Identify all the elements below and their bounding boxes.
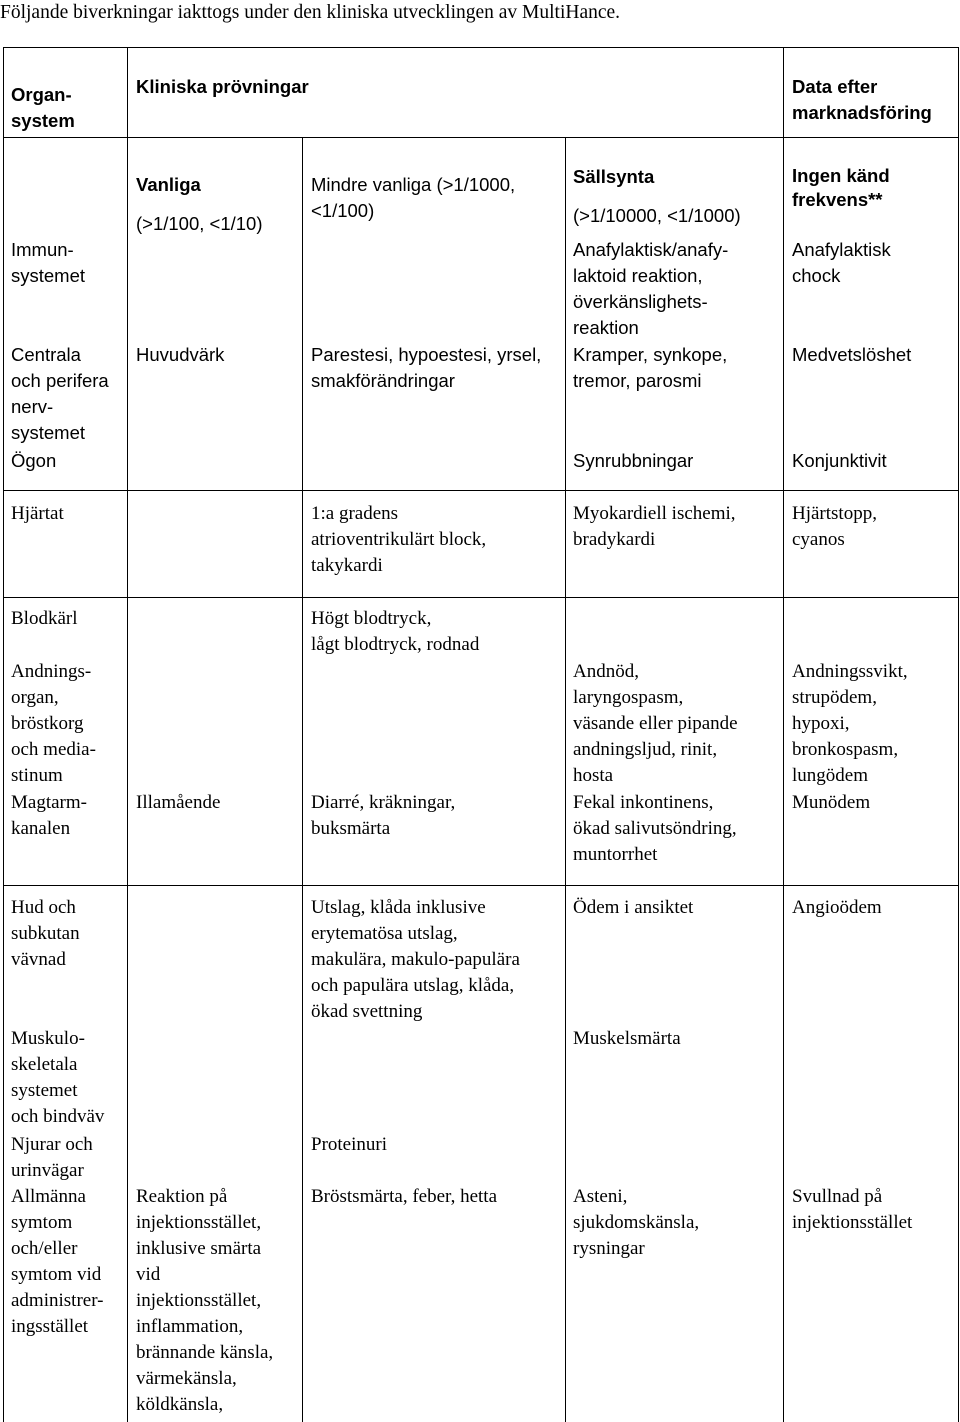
organ-eyes: Ögon (11, 450, 57, 471)
immune-unknown: Anafylaktisk chock (792, 239, 891, 286)
gi-common: Illamående (136, 792, 221, 813)
freq-uncommon: Mindre vanliga (>1/1000, <1/100) (311, 174, 516, 221)
intro-text: Följande biverkningar iakttogs under den kliniska utvecklingen av MultiHance. (0, 2, 621, 23)
column-divider-uncommon (565, 137, 566, 1422)
eyes-rare: Synrubbningar (573, 450, 694, 471)
organ-heart: Hjärtat (11, 503, 64, 524)
respiratory-unknown: Andningssvikt, strupödem, hypoxi, bronkospasm, lungödem (792, 661, 908, 786)
freq-rare-range: (>1/10000, <1/1000) (573, 205, 741, 226)
row-divider-heart-vessels (3, 597, 959, 598)
header-clinical-trials: Kliniska prövningar (136, 76, 309, 97)
general-rare: Asteni, sjukdomskänsla, rysningar (573, 1186, 700, 1259)
gi-unknown: Munödem (792, 792, 871, 813)
freq-common-title: Vanliga (136, 174, 201, 195)
heart-unknown: Hjärtstopp, cyanos (792, 503, 877, 550)
immune-rare: Anafylaktisk/anafy- laktoid reaktion, överkänslighets- reaktion (573, 239, 729, 338)
nervous-common: Huvudvärk (136, 344, 225, 365)
freq-common-range: (>1/100, <1/10) (136, 213, 263, 234)
organ-skin: Hud och subkutan vävnad (11, 897, 80, 970)
renal-uncommon: Proteinuri (311, 1134, 387, 1155)
organ-immune: Immun- systemet (11, 239, 86, 286)
gi-uncommon: Diarré, kräkningar, buksmärta (311, 792, 456, 839)
organ-nervous: Centrala och perifera nerv- systemet (11, 344, 109, 443)
nervous-unknown: Medvetslöshet (792, 344, 912, 365)
freq-unknown: Ingen känd frekvens** (792, 165, 890, 210)
organ-vessels: Blodkärl (11, 608, 78, 629)
respiratory-rare: Andnöd, laryngospasm, väsande eller pipande andningsljud, rinit, hosta (573, 661, 738, 786)
column-divider-postmarket (783, 47, 784, 1422)
row-divider-gi-skin (3, 885, 959, 886)
gi-rare: Fekal inkontinens, ökad salivutsöndring, muntorrhet (573, 792, 737, 865)
general-unknown: Svullnad på injektionsstället (792, 1186, 913, 1233)
organ-musculoskeletal: Muskulo- skeletala systemet och bindväv (11, 1028, 105, 1127)
general-uncommon: Bröstsmärta, feber, hetta (311, 1186, 498, 1207)
table-border-top (3, 47, 959, 48)
column-divider-common (302, 137, 303, 1422)
vessels-uncommon: Högt blodtryck, lågt blodtryck, rodnad (311, 608, 480, 655)
nervous-rare: Kramper, synkope, tremor, parosmi (573, 344, 728, 391)
eyes-unknown: Konjunktivit (792, 450, 887, 471)
organ-renal: Njurar och urinvägar (11, 1134, 93, 1181)
general-common: Reaktion på injektionsstället, inklusive smärta vid injektionsstället, inflammation, brännande känsla, värmekänsla, köldkänsla, (136, 1186, 274, 1415)
nervous-uncommon: Parestesi, hypoestesi, yrsel, smakförändringar (311, 344, 542, 391)
column-divider-organ (127, 47, 128, 1422)
organ-respiratory: Andnings- organ, bröstkorg och media- stinum (11, 661, 96, 786)
row-divider-eyes-heart (3, 490, 959, 491)
heart-uncommon: 1:a gradens atrioventrikulärt block, takykardi (311, 503, 487, 576)
heart-rare: Myokardiell ischemi, bradykardi (573, 503, 736, 550)
skin-uncommon: Utslag, klåda inklusive erytematösa utslag, makulära, makulo-papulära och papulära utslag, klåda, ökad svettning (311, 897, 520, 1022)
musculoskeletal-rare: Muskelsmärta (573, 1028, 681, 1049)
organ-general: Allmänna symtom och/eller symtom vid administrer- ingsstället (11, 1186, 104, 1337)
table-border-left (3, 47, 4, 1422)
freq-rare-title: Sällsynta (573, 166, 655, 187)
table-border-right (958, 47, 959, 1422)
skin-unknown: Angioödem (792, 897, 882, 918)
header-organ-system: Organ- system (11, 84, 75, 131)
header-postmarketing: Data efter marknadsföring (792, 76, 932, 123)
header-divider (3, 137, 959, 138)
organ-gi: Magtarm- kanalen (11, 792, 87, 839)
skin-rare: Ödem i ansiktet (573, 897, 694, 918)
